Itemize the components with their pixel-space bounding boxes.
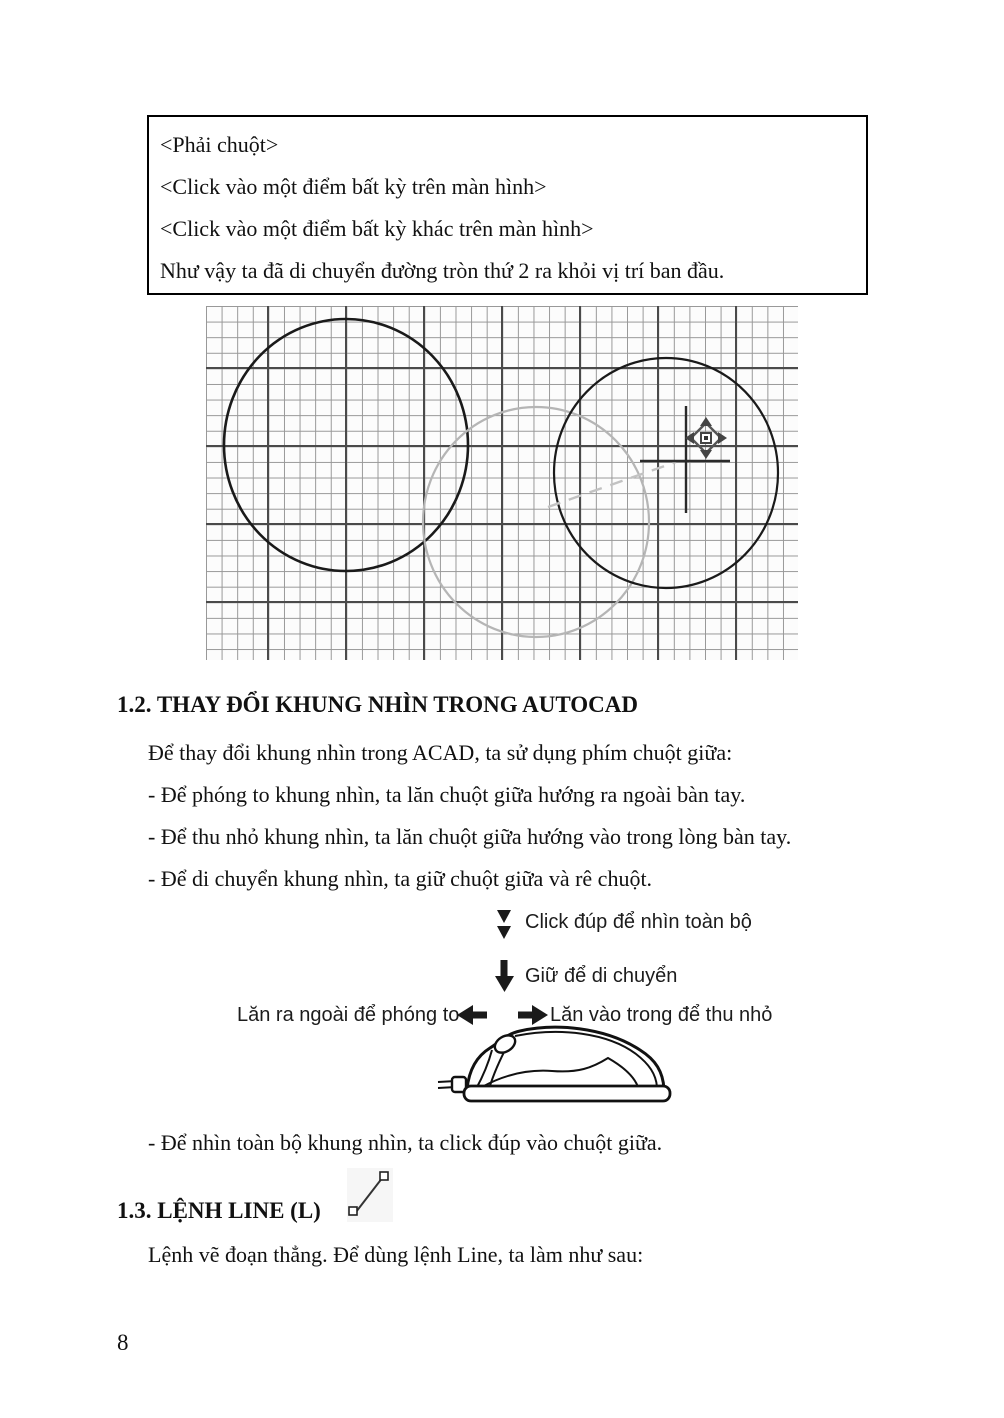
callout-line: <Click vào một điểm bất kỳ khác trên màn hình>	[160, 216, 594, 241]
section-1-2-bullet: - Để di chuyển khung nhìn, ta giữ chuột giữa và rê chuột.	[148, 866, 653, 891]
right-arrow-icon	[518, 1005, 548, 1025]
crosshair-cursor	[640, 406, 730, 513]
section-1-2-closing: - Để nhìn toàn bộ khung nhìn, ta click đúp vào chuột giữa.	[148, 1130, 663, 1155]
callout-box	[147, 115, 868, 295]
section-1-2-heading: 1.2. THAY ĐỔI KHUNG NHÌN TRONG AUTOCAD	[117, 692, 638, 717]
section-1-2-bullet: - Để thu nhỏ khung nhìn, ta lăn chuột giữa hướng vào trong lòng bàn tay.	[148, 824, 792, 849]
page-number: 8	[117, 1330, 129, 1355]
mouse-diagram	[230, 900, 780, 1110]
callout-line: <Phải chuột>	[160, 132, 279, 157]
section-1-2-bullet: - Để phóng to khung nhìn, ta lăn chuột giữa hướng ra ngoài bàn tay.	[148, 782, 746, 807]
pan-move-icon	[685, 417, 727, 459]
double-down-arrow-icon	[497, 910, 511, 939]
section-1-3-body: Lệnh vẽ đoạn thẳng. Để dùng lệnh Line, ta làm như sau:	[148, 1242, 644, 1267]
displacement-dashed-line	[548, 462, 676, 507]
mouse-label-double-click: Click đúp để nhìn toàn bộ	[525, 911, 752, 933]
mouse-label-scroll-in: Lăn vào trong để thu nhỏ	[550, 1004, 773, 1026]
callout-line: Như vậy ta đã di chuyển đường tròn thứ 2 ra khỏi vị trí ban đầu.	[160, 258, 725, 283]
autocad-move-figure	[206, 306, 798, 660]
circle-moved	[554, 358, 778, 588]
figure-drawing	[206, 306, 798, 660]
circle-ghost-original	[423, 407, 649, 637]
circle-first	[224, 319, 468, 571]
section-1-2-intro: Để thay đổi khung nhìn trong ACAD, ta sử dụng phím chuột giữa:	[148, 740, 733, 765]
mouse-label-hold: Giữ để di chuyển	[525, 965, 678, 987]
callout-line: <Click vào một điểm bất kỳ trên màn hình>	[160, 174, 547, 199]
mouse-illustration	[438, 1027, 670, 1101]
line-tool-icon	[347, 1168, 393, 1222]
down-arrow-icon	[495, 960, 514, 992]
left-arrow-icon	[457, 1005, 487, 1025]
section-1-3-heading: 1.3. LỆNH LINE (L)	[117, 1198, 321, 1223]
mouse-label-scroll-out: Lăn ra ngoài để phóng to	[237, 1004, 460, 1026]
